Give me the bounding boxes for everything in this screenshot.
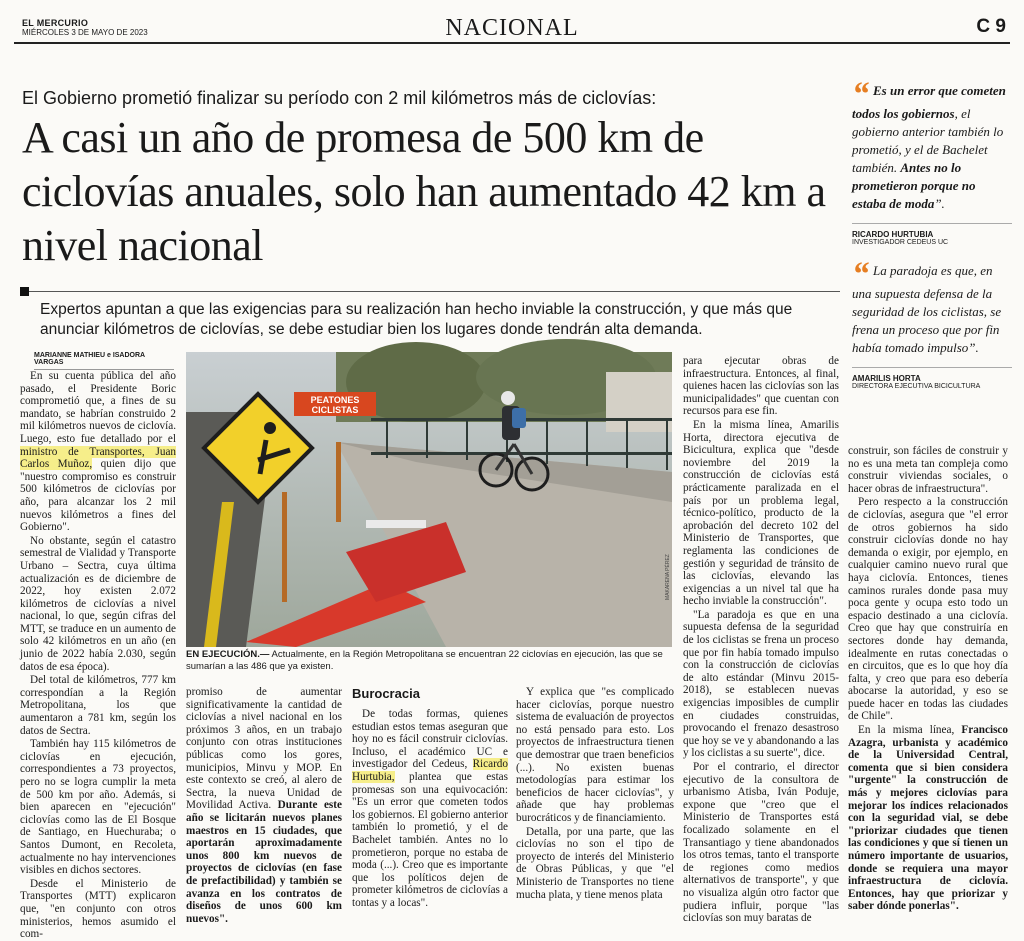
quote-author-role: INVESTIGADOR CEDEUS UC xyxy=(852,239,949,246)
sign-text: PEATONES xyxy=(310,395,360,405)
paragraph: Y explica que "es complicado hacer ciclovías, porque nuestro sistema de evaluación de proyectos no está pensado para esto. Los proyectos de infraestructura tienen que demostrar que traen beneficios (...). No existen buenas metodologías para estimar los beneficios de hacer ciclovías", y añade que hay problemas burocráticos y de financiamiento. xyxy=(516,686,674,824)
lead-bullet-icon xyxy=(20,287,29,296)
quote-text: ”. xyxy=(934,196,945,211)
pull-quotes xyxy=(852,76,1012,406)
quote-text: ”. xyxy=(968,340,979,355)
caption-text: Actualmente, en la Región Metropolitana se encuentran 22 ciclovías en ejecución, las que se sumarían a las 486 que ya existen. xyxy=(186,649,663,672)
photo-caption xyxy=(186,649,672,673)
masthead xyxy=(14,10,1010,44)
article-column-2 xyxy=(186,686,342,925)
article-column-5 xyxy=(683,355,839,925)
pull-quote-horta xyxy=(852,256,1012,390)
paragraph: De todas formas, quienes estudian estos temas aseguran que hoy no es fácil construir ciclovías. Incluso, el académico UC e investigador del Cedeus, Ricardo Hurtubia, plantea que estas promesas son una equivocación: "Es un error que cometen todos los gobiernos. El gobierno anterior también lo prometió, y el de Bachelet también. Antes no lo prometieron, porque no estaba de moda (...). Creo que es importante que los políticos dejen de prometer kilómetros de ciclovías a tontas y a locas". xyxy=(352,708,508,909)
article-headline: A casi un año de promesa de 500 km de ciclovías anuales, solo han aumentado 42 km a nivel nacional xyxy=(22,113,826,270)
paragraph: construir, son fáciles de construir y no es una meta tan compleja como construir viviendas sociales, o hacer obras de infraestructura". xyxy=(848,445,1008,495)
issue-date: MIÉRCOLES 3 DE MAYO DE 2023 xyxy=(22,28,148,37)
section-title: NACIONAL xyxy=(445,15,579,41)
article-column-3 xyxy=(352,686,508,918)
quote-emphasis: Es un error que cometen todos los gobiernos xyxy=(852,83,1006,121)
quote-mark-icon: “ xyxy=(852,76,869,113)
quote-mark-icon: “ xyxy=(852,256,869,293)
paragraph: "La paradoja es que en una supuesta defensa de la seguridad de los ciclistas se frena un proceso que por fin había tomado impulso con la construcción de ciclovías de alto estándar (Minvu 2015-2018), se establecen nuevas exigencias imposibles de cumplir en ciudades construidas, provocando el frenazo desastroso que hoy se ve y abandonando a las y los ciclistas a su suerte", dice. xyxy=(683,608,839,760)
paragraph: Desde el Ministerio de Transportes (MTT) explicaron que, "en conjunto con otros ministerios, hemos asumido el com- xyxy=(20,877,176,941)
section-subhead: Burocracia xyxy=(352,686,420,701)
paragraph: Del total de kilómetros, 777 km correspondían a la Región Metropolitana, los que aumentaron a 781 km, según los datos de Sectra. xyxy=(20,674,176,737)
quote-text: , el gobierno anterior también lo prometió, y el de Bachelet también. xyxy=(852,106,1004,175)
paragraph: Por el contrario, el director ejecutivo de la consultora de urbanismo Atisba, Iván Poduje, expone que "creo que el Ministerio de Transportes está focalizado solamente en el Transantiago y tiene abandonados los otros temas, tanto el transporte de regiones como medios alternativos de transporte", y que no visualiza algún otro factor que pudiera influir, porque "las ciclovías son muy baratas de xyxy=(683,761,839,925)
quote-author-name: AMARILIS HORTA xyxy=(852,367,1012,383)
paragraph: Pero respecto a la construcción de ciclovías, asegura que "el error de otros gobiernos ha sido construir ciclovías donde no hay demanda o exigir, por ejemplo, en cualquier camino nuevo rural que haya ciclovía. Entonces, tienes caminos rurales donde pasa muy poca gente y ocupa esto todo un espacio destinado a una ciclovía. Creo que hay que construiría en sectores donde hay demanda, idealmente en rutas conectadas o en circuitos, que es lo que hoy día falta, y creo que para eso debería abocarse la autoridad, y eso se puede hacer en todas las ciudades de Chile". xyxy=(848,496,1008,723)
quote-text: La paradoja es que, en una supuesta defensa de la seguridad de los ciclistas, se frena un proceso que por fin había tomado impulso xyxy=(852,263,1002,355)
highlighted-text: Ricardo Hurtubia, xyxy=(352,758,508,783)
paragraph: para ejecutar obras de infraestructura. Entonces, al final, quienes hacen las ciclovías son las municipalidades" que cuentan con recursos para ese fin. xyxy=(683,355,839,418)
article-photo xyxy=(186,352,672,647)
quote-author-name: RICARDO HURTUBIA xyxy=(852,223,1012,239)
newspaper-brand: EL MERCURIO xyxy=(22,18,89,28)
cyclist-bike-lane-illustration xyxy=(186,352,672,647)
paragraph: También hay 115 kilómetros de ciclovías en ejecución, correspondientes a 73 proyectos, pero no se logra cumplir la meta de 500 km por año. Además, si bien aparecen en "ejecución" ciclovías como las de El Bosque de Santiago, en Huechuraba; o Santos Dumont, en Recoleta, actualmente no hay intervenciones visibles en dichos sectores. xyxy=(20,738,176,877)
page-number: C 9 xyxy=(976,16,1006,37)
paragraph: En la misma línea, Amarilis Horta, directora ejecutiva de Bicicultura, explica que "desde noviembre del 2019 la construcción de ciclovías está prácticamente paralizada en el país por un problema legal, técnico-político, producto de la aprobación del decreto 102 del Ministerio de Transportes, que reglamenta las condiciones de gestión y seguridad de tránsito de las ciclovías, elevando las exigencias a un nivel tal que ha hecho inviable la construcción". xyxy=(683,418,839,608)
lead-divider xyxy=(22,291,840,292)
pull-quote-hurtubia xyxy=(852,76,1012,246)
paragraph: promiso de aumentar significativamente la cantidad de ciclovías a nivel nacional en los próximos 3 años, en un trabajo conjunto con otras instituciones públicas como los gores, municipios, Minvu y MOP. En este contexto se creó, al alero de Sectra, la nueva Unidad de Movilidad Activa. Durante este año se licitarán nuevos planes maestros en 15 ciudades, que aportarán aproximadamente unos 800 km nuevos de proyectos de ciclovías (en fase de prefactibilidad) y también se avanza en los contratos de diseños de unos 600 km nuevos". xyxy=(186,686,342,925)
quote-author-role: DIRECTORA EJECUTIVA BICICULTURA xyxy=(852,383,981,390)
caption-label: EN EJECUCIÓN.— xyxy=(186,649,270,660)
paragraph: En su cuenta pública del año pasado, el Presidente Boric comprometió que, a fines de su mandato, se habrían construido 2 mil kilómetros nuevos de ciclovía. Luego, esto fue detallado por el ministro de Transportes, Juan Carlos Muñoz, quien dijo que "nuestro compromiso es construir 500 kilómetros de ciclovías por año, para alcanzar los 2 mil nuevos kilómetros a fines del Gobierno". xyxy=(20,370,176,534)
article-lead: Expertos apuntan a que las exigencias para su realización han hecho inviable la construcción, y que más que anunciar kilómetros de ciclovías, se debe estudiar bien los lugares donde tendrán alta demanda. xyxy=(40,301,793,338)
quote-emphasis: Antes no lo prometieron porque no estaba de moda xyxy=(852,160,976,211)
photo-credit: MAKARENA PÉREZ xyxy=(665,554,671,600)
paragraph: No obstante, según el catastro semestral de Vialidad y Transporte Urbano – Sectra, cuya última actualización es de diciembre de 2022, hoy existen 2.072 kilómetros de ciclovías a nivel nacional, lo que, según cifras del MTT, se traduce en un aumento de solo 42 kilómetros en un año (en junio de 2022 había 2.030, según datos de esa época). xyxy=(20,534,176,673)
article-byline: MARIANNE MATHIEU e ISADORA VARGAS xyxy=(34,352,174,370)
article-column-1 xyxy=(20,370,176,941)
article-kicker: El Gobierno prometió finalizar su período con 2 mil kilómetros más de ciclovías: xyxy=(22,88,657,108)
article-column-6 xyxy=(848,445,1008,918)
sign-text: CICLISTAS xyxy=(311,405,359,415)
highlighted-text: ministro de Transportes, Juan Carlos Muñoz, xyxy=(20,445,176,471)
paragraph: Detalla, por una parte, que las ciclovías no son el tipo de proyecto de interés del Ministerio de Obras Públicas, y que "el Ministerio de Transportes no tiene mucha plata, y tiene menos plata xyxy=(516,825,674,901)
paragraph: En la misma línea, Francisco Azagra, urbanista y académico de la Universidad Central, comenta que si bien considera "urgente" la construcción de más y mejores ciclovías para mejorar los índices relacionados con la seguridad vial, se debe "priorizar ciudades que tienen las condiciones y que sí tienen un número importante de usuarios, donde se requiera una mayor infraestructura de ciclovía. Entonces, hay que priorizar y saber dónde ponerlas". xyxy=(848,724,1008,913)
article-column-4 xyxy=(516,686,674,918)
